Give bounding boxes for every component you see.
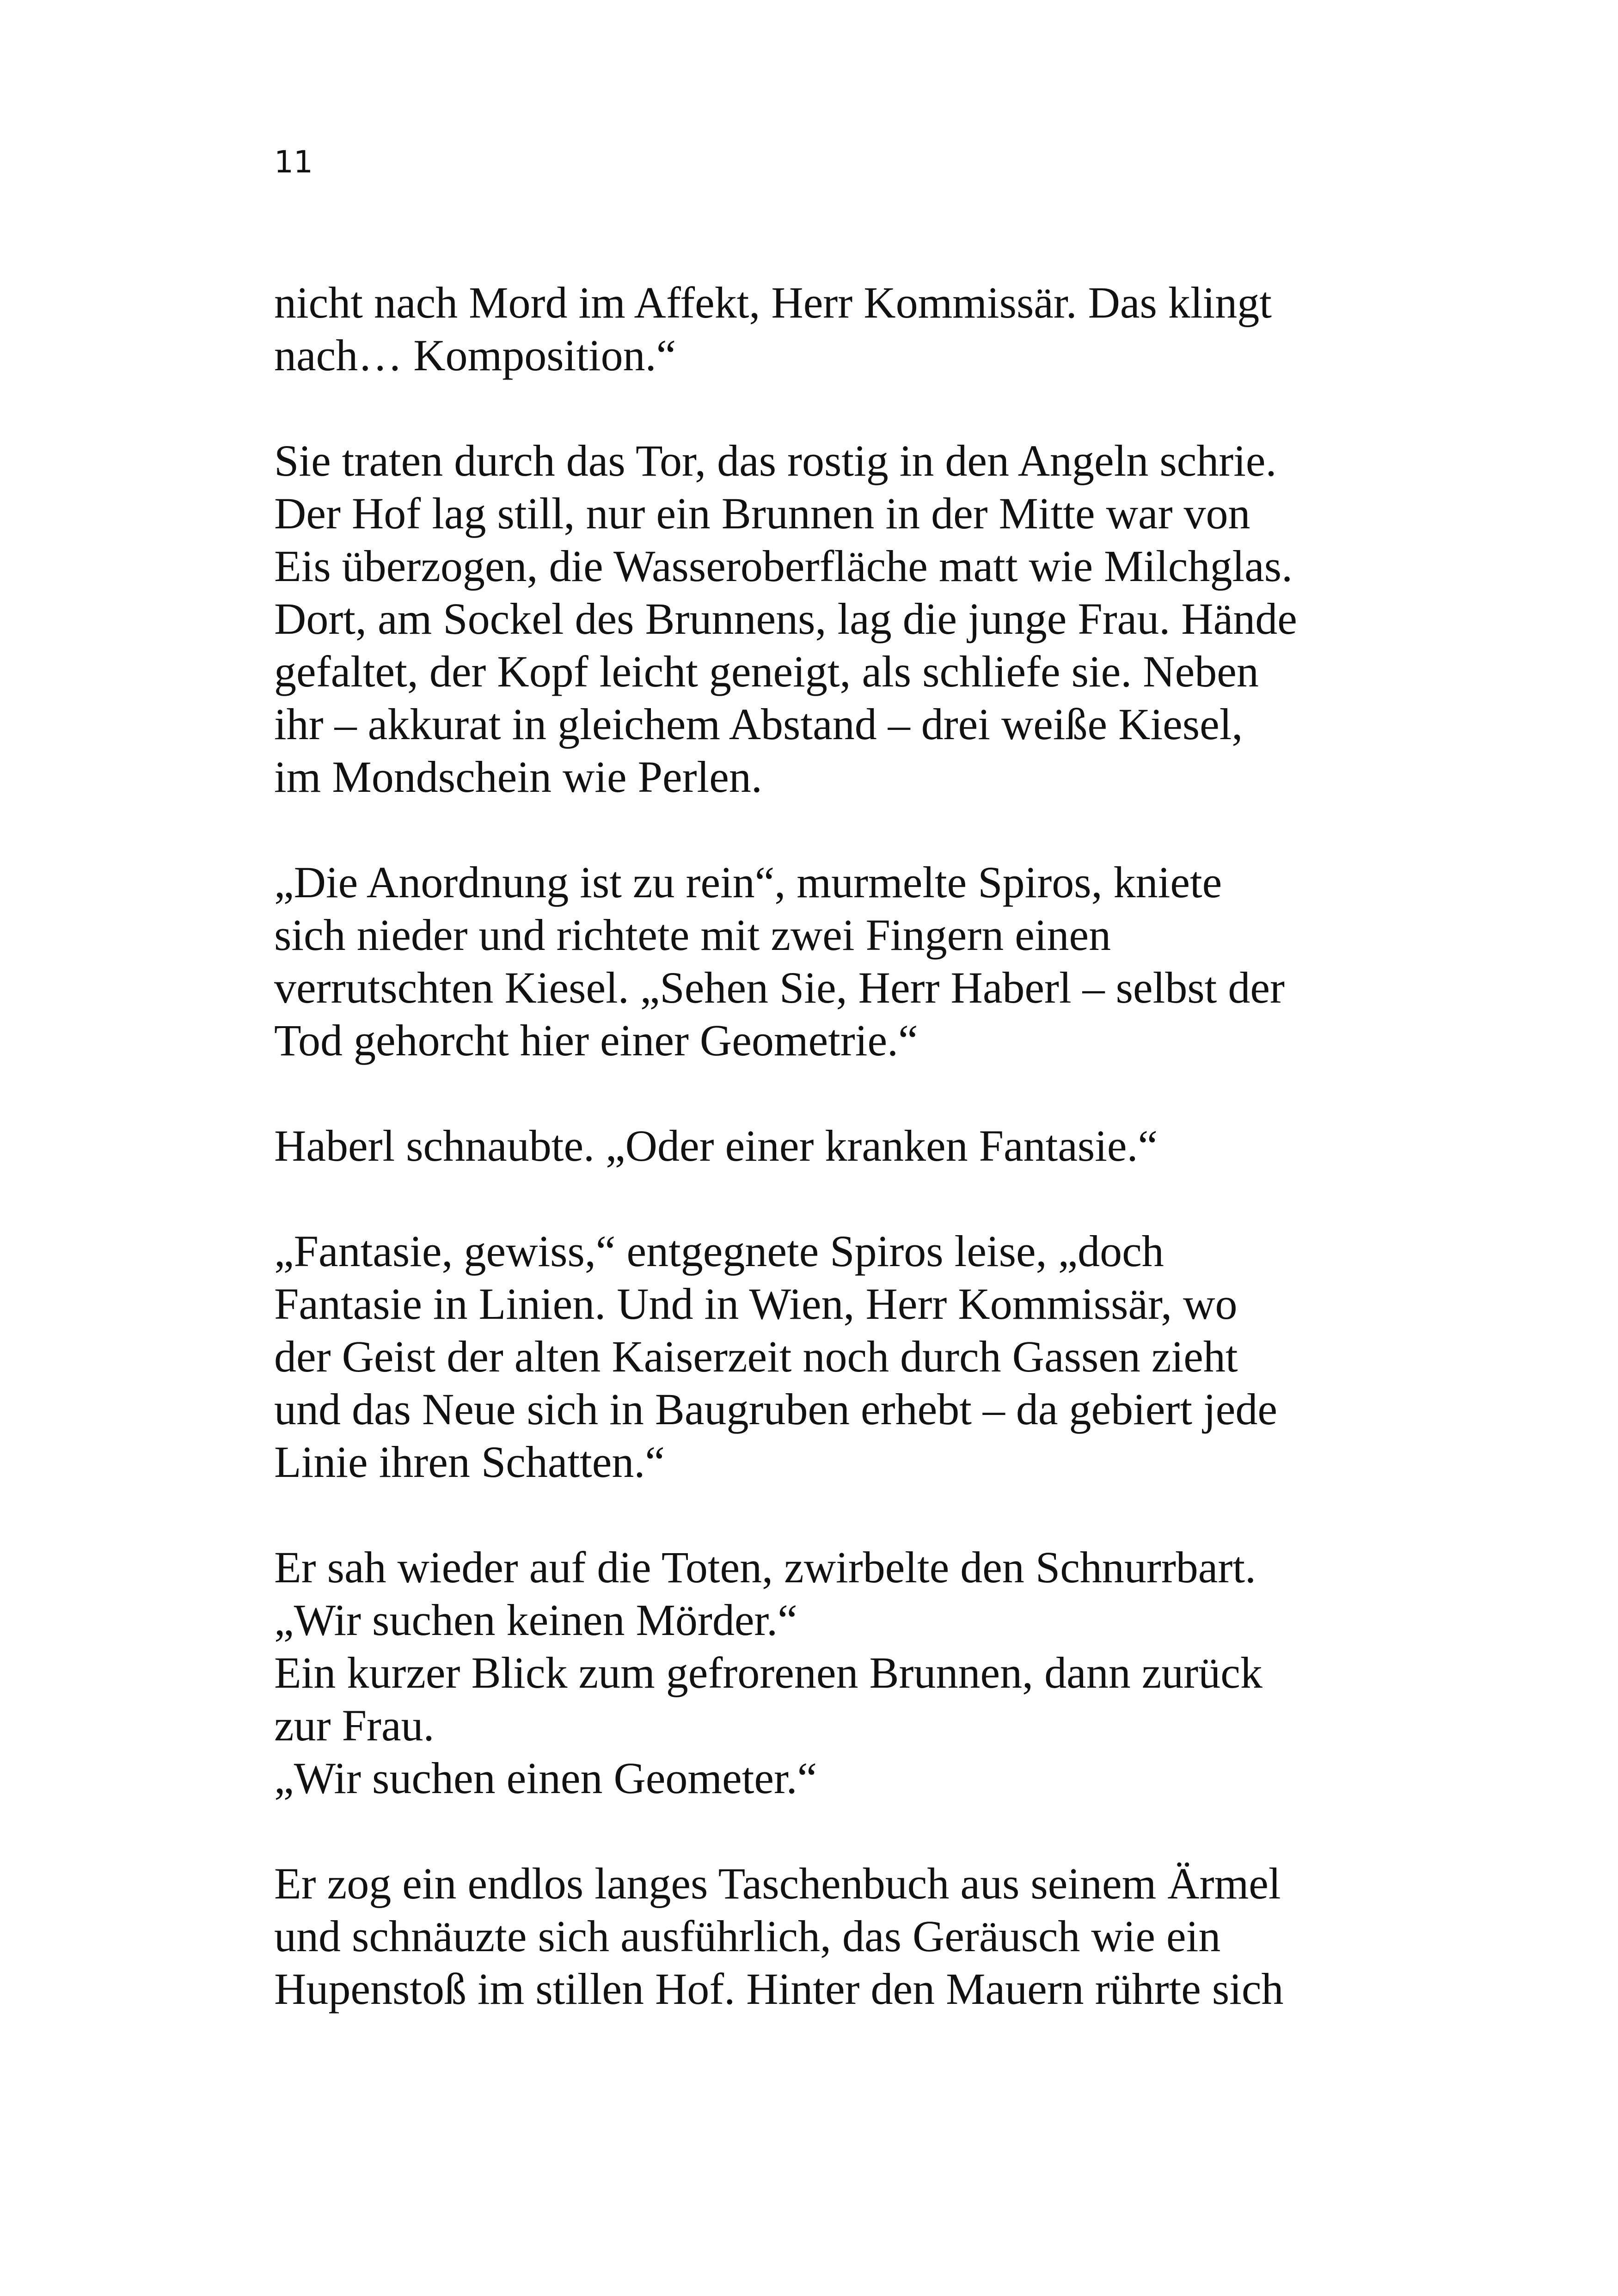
text-line: „Wir suchen keinen Mörder.“ [274,1595,797,1645]
text-line: Sie traten durch das Tor, das rostig in den Angeln schrie. [274,436,1277,485]
body-text [274,276,1430,2015]
text-line: Ein kurzer Blick zum gefrorenen Brunnen, dann zurück [274,1648,1263,1697]
paragraph-3 [274,856,1430,1067]
text-line: Dort, am Sockel des Brunnens, lag die junge Frau. Hände [274,594,1297,643]
text-line: im Mondschein wie Perlen. [274,752,762,802]
page-number: 11 [274,144,313,180]
paragraph-6 [274,1541,1430,1805]
text-line: und das Neue sich in Baugruben erhebt – da gebiert jede [274,1384,1277,1434]
paragraph-2 [274,435,1430,803]
text-line: „Wir suchen einen Geometer.“ [274,1753,817,1803]
text-line: „Fantasie, gewiss,“ entgegnete Spiros leise, „doch [274,1226,1164,1276]
paragraph-5 [274,1225,1430,1488]
text-line: ihr – akkurat in gleichem Abstand – drei weiße Kiesel, [274,699,1243,749]
text-line: nicht nach Mord im Affekt, Herr Kommissär. Das klingt [274,278,1272,327]
text-line: Linie ihren Schatten.“ [274,1437,665,1487]
text-line: verrutschten Kiesel. „Sehen Sie, Herr Haberl – selbst der [274,963,1285,1012]
text-line: Fantasie in Linien. Und in Wien, Herr Kommissär, wo [274,1279,1238,1329]
paragraph-1 [274,276,1430,382]
paragraph-4 [274,1120,1430,1172]
text-line: Tod gehorcht hier einer Geometrie.“ [274,1016,918,1065]
text-line: „Die Anordnung ist zu rein“, murmelte Spiros, kniete [274,857,1222,907]
text-line: Hupenstoß im stillen Hof. Hinter den Mauern rührte sich [274,1964,1284,2014]
text-line: sich nieder und richtete mit zwei Fingern einen [274,910,1111,960]
text-line: zur Frau. [274,1701,435,1750]
text-line: nach… Komposition.“ [274,331,676,380]
text-line: gefaltet, der Kopf leicht geneigt, als schliefe sie. Neben [274,647,1259,696]
text-line: der Geist der alten Kaiserzeit noch durch Gassen zieht [274,1332,1238,1381]
text-line: Er sah wieder auf die Toten, zwirbelte den Schnurrbart. [274,1543,1256,1592]
text-line: Eis überzogen, die Wasseroberfläche matt wie Milchglas. [274,541,1293,591]
text-line: und schnäuzte sich ausführlich, das Geräusch wie ein [274,1911,1221,1961]
paragraph-7 [274,1857,1430,2015]
text-line: Der Hof lag still, nur ein Brunnen in der Mitte war von [274,489,1250,538]
text-line: Er zog ein endlos langes Taschenbuch aus seinem Ärmel [274,1859,1281,1908]
text-line: Haberl schnaubte. „Oder einer kranken Fantasie.“ [274,1121,1158,1170]
